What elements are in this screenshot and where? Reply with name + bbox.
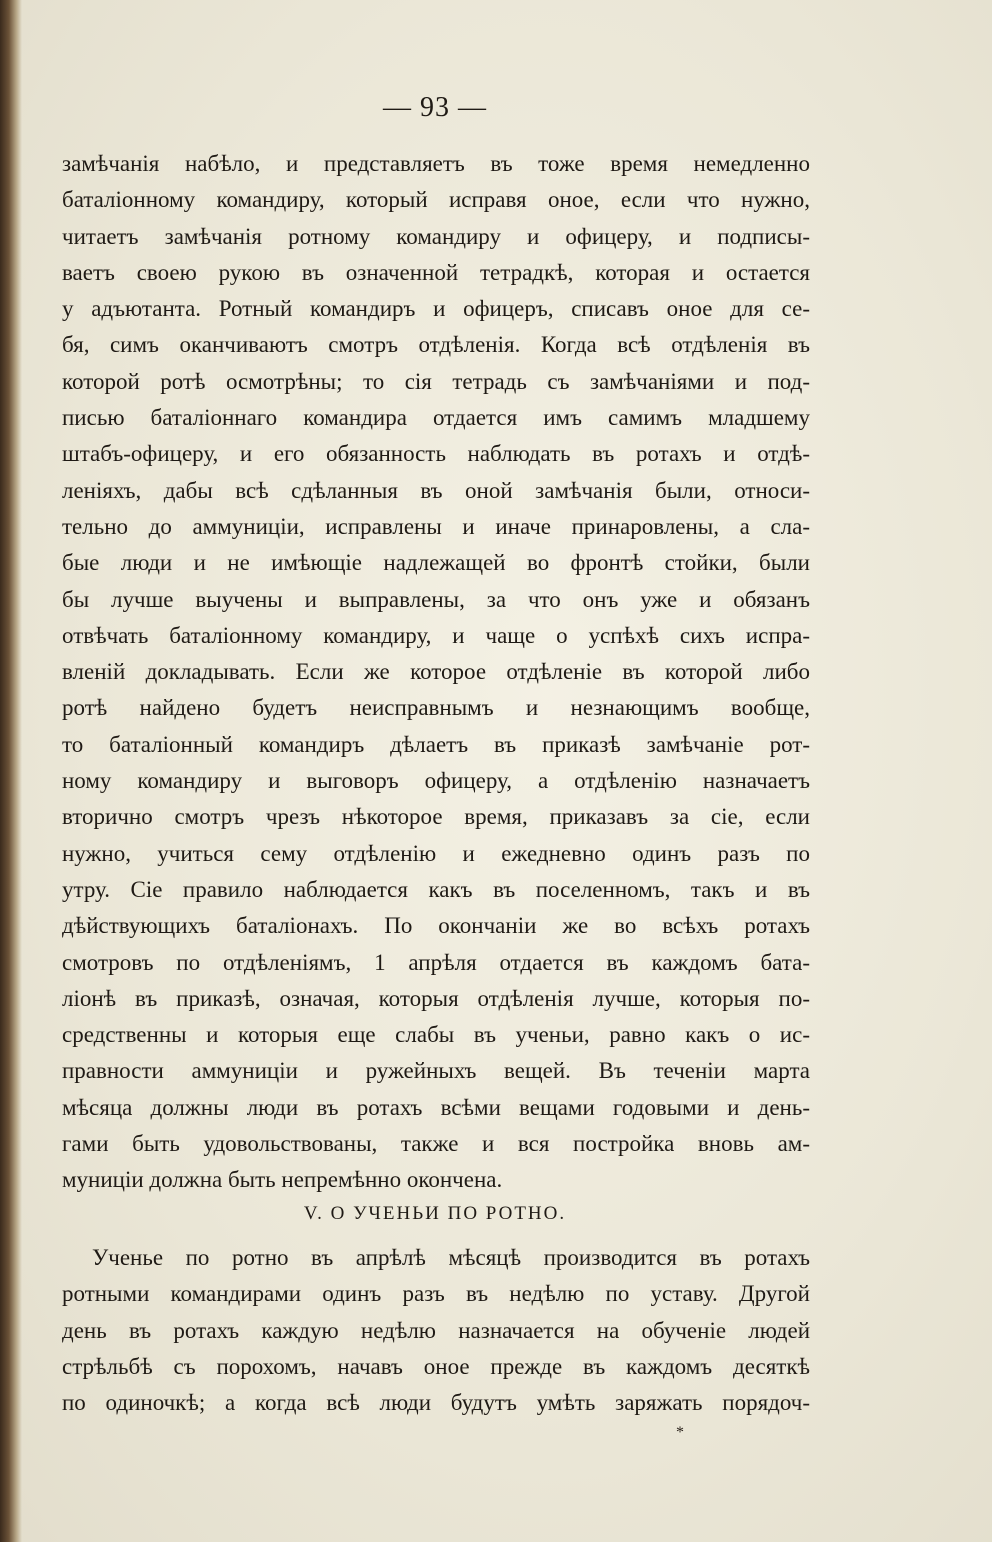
- text-line: писью баталіоннаго командира отдается имъ самимъ младшему: [62, 405, 810, 431]
- section-heading: V. О УЧЕНЬИ ПО РОТНО.: [303, 1203, 567, 1224]
- text-line: штабъ-офицеру, и его обязанность наблюдать въ ротахъ и отдѣ-: [62, 441, 810, 467]
- text-line: тельно до аммуниціи, исправлены и иначе принаровлены, а сла-: [62, 513, 810, 539]
- text-line: ротѣ найдено будетъ неисправнымъ и незнающимъ вообще,: [62, 695, 810, 721]
- paragraph-continued: [62, 146, 810, 1199]
- text-line: бя, симъ оканчиваютъ смотръ отдѣленія. Когда всѣ отдѣленія въ: [62, 332, 810, 358]
- text-line: ному командиру и выговоръ офицеру, а отдѣленію назначаетъ: [62, 768, 810, 794]
- text-line: стрѣльбѣ съ порохомъ, начавъ оное прежде въ каждомъ десяткѣ: [62, 1353, 810, 1379]
- signature-mark: *: [676, 1424, 684, 1441]
- text-line: нужно, учиться сему отдѣленію и ежедневно одинъ разъ по: [62, 840, 810, 866]
- page-number: — 93 —: [383, 92, 487, 123]
- text-line: по одиночкѣ; а когда всѣ люди будутъ умѣть заряжать порядоч-: [62, 1390, 810, 1416]
- text-line: утру. Сіе правило наблюдается какъ въ поселенномъ, такъ и въ: [62, 876, 810, 902]
- text-line: бы лучше выучены и выправлены, за что онъ уже и обязанъ: [62, 586, 810, 612]
- text-line: то баталіонный командиръ дѣлаетъ въ приказѣ замѣчаніе рот-: [62, 731, 810, 757]
- text-line: отвѣчать баталіонному командиру, и чаще о успѣхѣ сихъ испра-: [62, 622, 810, 648]
- text-line: у адъютанта. Ротный командиръ и офицеръ, списавъ оное для се-: [62, 296, 810, 322]
- text-line: быe люди и не имѣющіе надлежащей во фронтѣ стойки, были: [62, 550, 810, 576]
- book-spine-shadow: [0, 0, 22, 1542]
- text-line: Ученье по ротно въ апрѣлѣ мѣсяцѣ производится въ ротахъ: [92, 1245, 810, 1270]
- text-line: дѣйствующихъ баталіонахъ. По окончаніи же во всѣхъ ротахъ: [62, 913, 810, 939]
- text-line: которой ротѣ осмотрѣны; то сія тетрадь съ замѣчаніями и под-: [62, 368, 810, 394]
- text-line: вторично смотръ чрезъ нѣкоторое время, приказавъ за сіе, если: [62, 804, 810, 830]
- text-line: день въ ротахъ каждую недѣлю назначается на обученіе людей: [62, 1317, 810, 1343]
- text-line: замѣчанія набѣло, и представляетъ въ тоже время немедленно: [62, 151, 810, 176]
- text-line: мѣсяца должны люди въ ротахъ всѣми вещами годовыми и день-: [62, 1094, 810, 1120]
- text-line: вленій докладывать. Если же которое отдѣленіе въ которой либо: [62, 659, 810, 685]
- text-line: читаетъ замѣчанія ротному командиру и офицеру, и подписы-: [62, 223, 810, 249]
- text-line: ліонѣ въ приказѣ, означая, которыя отдѣленія лучше, которыя по-: [62, 985, 810, 1011]
- text-line: средственны и которыя еще слабы въ ученьи, равно какъ о ис-: [62, 1022, 810, 1048]
- paragraph-section-v: [62, 1240, 810, 1421]
- text-line: ротными командирами одинъ разъ въ недѣлю по уставу. Другой: [62, 1281, 810, 1307]
- text-line: леніяхъ, дабы всѣ сдѣланныя въ оной замѣчанія были, относи-: [62, 477, 810, 503]
- text-line: баталіонному командиру, который исправя оное, если что нужно,: [62, 187, 810, 213]
- text-line: смотровъ по отдѣленіямъ, 1 апрѣля отдается въ каждомъ бата-: [62, 949, 810, 975]
- text-line: гами быть удовольствованы, также и вся постройка вновь ам-: [62, 1131, 810, 1157]
- text-line: правности аммуниціи и ружейныхъ вещей. Въ теченіи марта: [62, 1058, 810, 1084]
- text-line: муниціи должна быть непремѣнно окончена.: [62, 1167, 503, 1193]
- text-line: ваетъ своею рукою въ означенной тетрадкѣ, которая и остается: [62, 259, 810, 285]
